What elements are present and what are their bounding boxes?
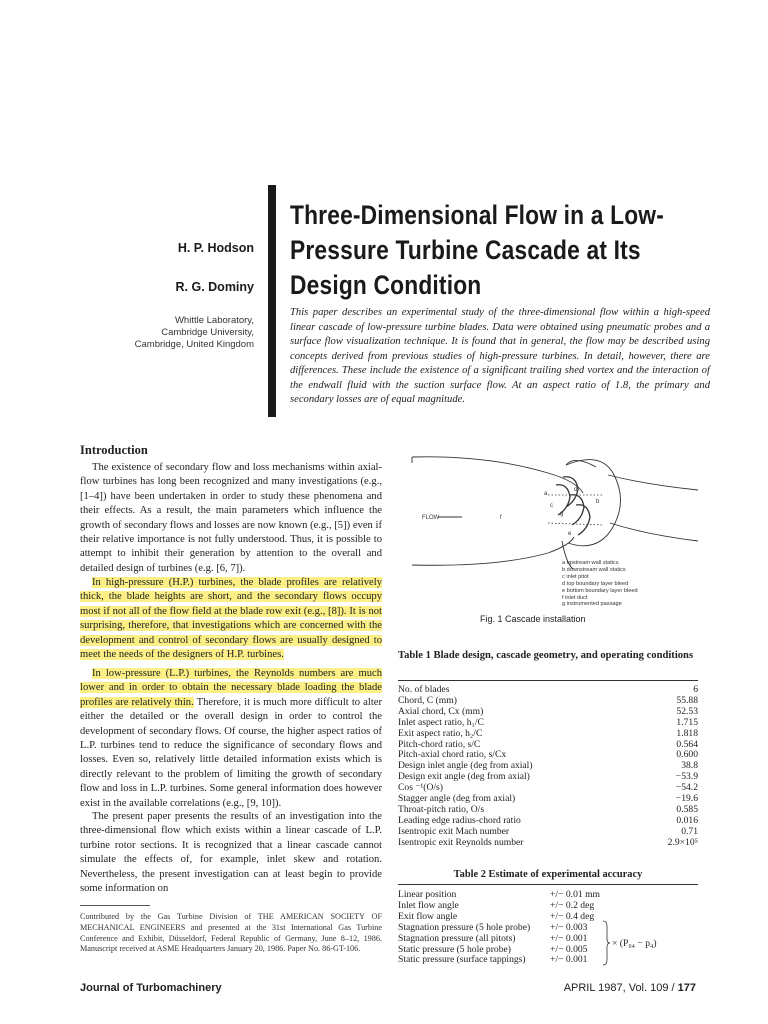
- table-cell: +/− 0.001: [550, 932, 588, 944]
- legend-item: b downstream wall statics: [562, 566, 626, 573]
- table-row: [398, 729, 698, 740]
- table-cell: Isentropic exit Reynolds number: [398, 836, 524, 848]
- affiliation: [104, 315, 254, 351]
- table-cell: +/− 0.001: [550, 954, 588, 966]
- svg-text:e: e: [568, 531, 572, 537]
- paper-title: Three-Dimensional Flow in a Low-Pressure Turbine Cascade at Its Design Condition: [290, 200, 664, 300]
- table-cell: +/− 0.4 deg: [550, 910, 595, 922]
- table-cell: 0.585: [676, 803, 698, 815]
- page-number: 177: [677, 982, 696, 994]
- table-cell: 52.53: [676, 705, 698, 717]
- table-cell: 0.016: [676, 814, 698, 826]
- highlight: In low-pressure (L.P.) turbines, the Reynolds numbers are much lower and in order to obtain the necessary blade loading the blade profiles are relatively thin.: [80, 668, 382, 708]
- table-cell: +/− 0.2 deg: [550, 899, 595, 911]
- highlight: In high-pressure (H.P.) turbines, the blade profiles are relatively thick, the blade heights are short, and the secondary flows occupy most if not all of the flow field at the blade row exit (e.g., [8]). It is not surprising, therefore, that investigations which are concerned with the development and control of secondary flows are usually designed to meet the needs of the designers of H.P. turbines.: [80, 577, 382, 661]
- paragraph-3: [80, 667, 382, 811]
- table-cell: 1.715: [676, 716, 698, 728]
- table-cell: 0.71: [681, 825, 698, 837]
- svg-text:g: g: [560, 511, 564, 517]
- footnote: Contributed by the Gas Turbine Division of THE AMERICAN SOCIETY OF MECHANICAL ENGINEERS and presented at the 31st International Gas Turbine Conference and Exhibit, Düsseldorf, Federal Republic of Germany, June 8–12, 1986. Manuscript received at ASME Headquarters January 20, 1986. Paper No. 86-GT-106.: [80, 912, 382, 954]
- table-cell: 0.600: [676, 749, 698, 761]
- legend-item: a upstream wall statics: [562, 560, 619, 566]
- table2-title: Table 2 Estimate of experimental accuracy: [453, 869, 643, 880]
- cascade-diagram: [398, 445, 698, 615]
- footnote-rule: [80, 905, 150, 906]
- table-cell: Stagnation pressure (all pitots): [398, 932, 516, 944]
- table-cell: Inlet aspect ratio, h₁/C: [398, 716, 484, 728]
- table-cell: 6: [693, 684, 698, 695]
- flow-label: FLOW: [422, 515, 440, 521]
- svg-text:a: a: [544, 491, 548, 497]
- issue-text: APRIL 1987, Vol. 109 /: [563, 982, 678, 994]
- table-cell: Cos ⁻¹(O/s): [398, 782, 443, 794]
- svg-text:c: c: [550, 503, 553, 509]
- table-cell: Axial chord, Cx (mm): [398, 705, 484, 717]
- table-row: [398, 772, 698, 783]
- table-cell: −54.2: [675, 782, 698, 794]
- table-cell: Linear position: [398, 889, 457, 900]
- issue-info: [564, 982, 696, 994]
- table-cell: Chord, C (mm): [398, 694, 457, 706]
- table-row: [398, 955, 698, 966]
- table-cell: Inlet flow angle: [398, 899, 459, 911]
- author-1: H. P. Hodson: [177, 241, 254, 255]
- table-cell: Leading edge radius-chord ratio: [398, 814, 521, 826]
- table-cell: −53.9: [675, 771, 698, 783]
- journal-name: Journal of Turbomachinery: [80, 982, 222, 994]
- author-2: R. G. Dominy: [175, 280, 254, 294]
- table-cell: +/− 0.005: [550, 943, 588, 955]
- pressure-factor: × (P₀₄ − p₄): [612, 938, 657, 949]
- legend-item: d top boundary layer bleed: [562, 580, 629, 587]
- table-cell: +/− 0.003: [550, 921, 588, 933]
- table-cell: Static pressure (5 hole probe): [398, 943, 511, 955]
- paragraph-4: The present paper presents the results of an investigation into the three-dimensional flow which exists within a linear cascade of L.P. turbine rotor sections. It is recognized that a linear cascade cannot simulate the effects of, for example, inlet skew and rotation. Nevertheless, the present investigation can at least begin to provide some information on: [80, 811, 382, 895]
- table2-body: [398, 890, 698, 966]
- svg-text:f: f: [500, 515, 502, 521]
- affiliation-line: Cambridge, United Kingdom: [134, 339, 254, 350]
- table-rule: [398, 884, 698, 885]
- table-row: [398, 923, 698, 934]
- table-cell: 38.8: [681, 760, 698, 772]
- table-cell: Exit aspect ratio, h₂/C: [398, 727, 483, 739]
- svg-text:d: d: [574, 487, 578, 493]
- table-row: [398, 838, 698, 849]
- legend-item: g instrumented passage: [562, 601, 622, 608]
- affiliation-line: Cambridge University,: [161, 327, 254, 338]
- table-cell: Pitch-axial chord ratio, s/Cx: [398, 749, 507, 761]
- section-heading: Introduction: [80, 443, 148, 457]
- legend-item: f inlet duct: [562, 594, 588, 601]
- table-cell: −19.6: [675, 793, 698, 805]
- table-cell: Exit flow angle: [398, 910, 458, 922]
- paragraph-1: The existence of secondary flow and loss mechanisms within axial-flow turbines has long been recognized and many investigations (e.g., [1–4]) have been undertaken in order to study these phenomena and their effects. As a result, the main parameters which influence the growth of secondary flows and losses are now known (e.g., [5]) even if their relative importance is not fully understood. Thus, it is possible to attempt to inhibit their generation by attention to the overall and detailed design of turbines (e.g. [6, 7]).: [80, 462, 382, 574]
- table-cell: 0.564: [676, 738, 698, 750]
- paragraph-2: [80, 576, 382, 662]
- table-cell: No. of blades: [398, 684, 450, 695]
- brace: [602, 920, 610, 966]
- table-cell: 1.818: [676, 727, 698, 739]
- table-cell: 2.9×10⁵: [667, 836, 698, 848]
- figure-caption: Fig. 1 Cascade installation: [480, 614, 586, 624]
- figure-legend: [562, 560, 638, 608]
- table1-title: Table 1 Blade design, cascade geometry, and operating conditions: [398, 650, 694, 661]
- table-cell: Design exit angle (deg from axial): [398, 771, 530, 783]
- legend-item: c inlet pitot: [562, 573, 589, 580]
- table-cell: Isentropic exit Mach number: [398, 825, 510, 837]
- paragraph-text: Therefore, it is much more difficult to alter either the detailed or the overall design in order to control the development of secondary flows. Of course, the higher aspect ratios of L.P. turbines tend to reduce the significance of secondary flows and losses. Even so, relatively little detailed information exists which is directly relevant to the problem of limiting the growth of secondary flow and loss in L.P. turbines. Some general information does however exist in the available correlations (e.g., [9, 10]).: [80, 696, 382, 809]
- table-row: [398, 718, 698, 729]
- table-cell: Stagnation pressure (5 hole probe): [398, 921, 531, 933]
- table-cell: +/− 0.01 mm: [550, 889, 600, 900]
- table-cell: Design inlet angle (deg from axial): [398, 760, 533, 772]
- table-cell: Pitch-chord ratio, s/C: [398, 738, 481, 750]
- table-cell: Static pressure (surface tappings): [398, 954, 526, 966]
- svg-text:b: b: [596, 499, 600, 505]
- affiliation-line: Whittle Laboratory,: [174, 315, 254, 326]
- legend-item: e bottom boundary layer bleed: [562, 587, 638, 594]
- table-cell: Throat-pitch ratio, O/s: [398, 803, 485, 815]
- table-cell: Stagger angle (deg from axial): [398, 793, 516, 805]
- table-cell: 55.88: [676, 694, 698, 706]
- abstract: This paper describes an experimental study of the three-dimensional flow within a high-speed linear cascade of low-pressure turbine blades. Data were obtained using pneumatic probes and a surface flow visualization technique. It is found that in general, the flow may be described using concepts derived from previous studies of high-pressure turbines. In detail, however, there are differences. These include the existence of a significant trailing shed vortex and the interaction of the endwall fluid with the suction surface flow. At an aspect ratio of 1.8, the primary and secondary losses are of equal magnitude.: [290, 307, 710, 405]
- title-rule: [268, 185, 276, 417]
- table1-body: [398, 685, 698, 849]
- table-rule: [398, 680, 698, 681]
